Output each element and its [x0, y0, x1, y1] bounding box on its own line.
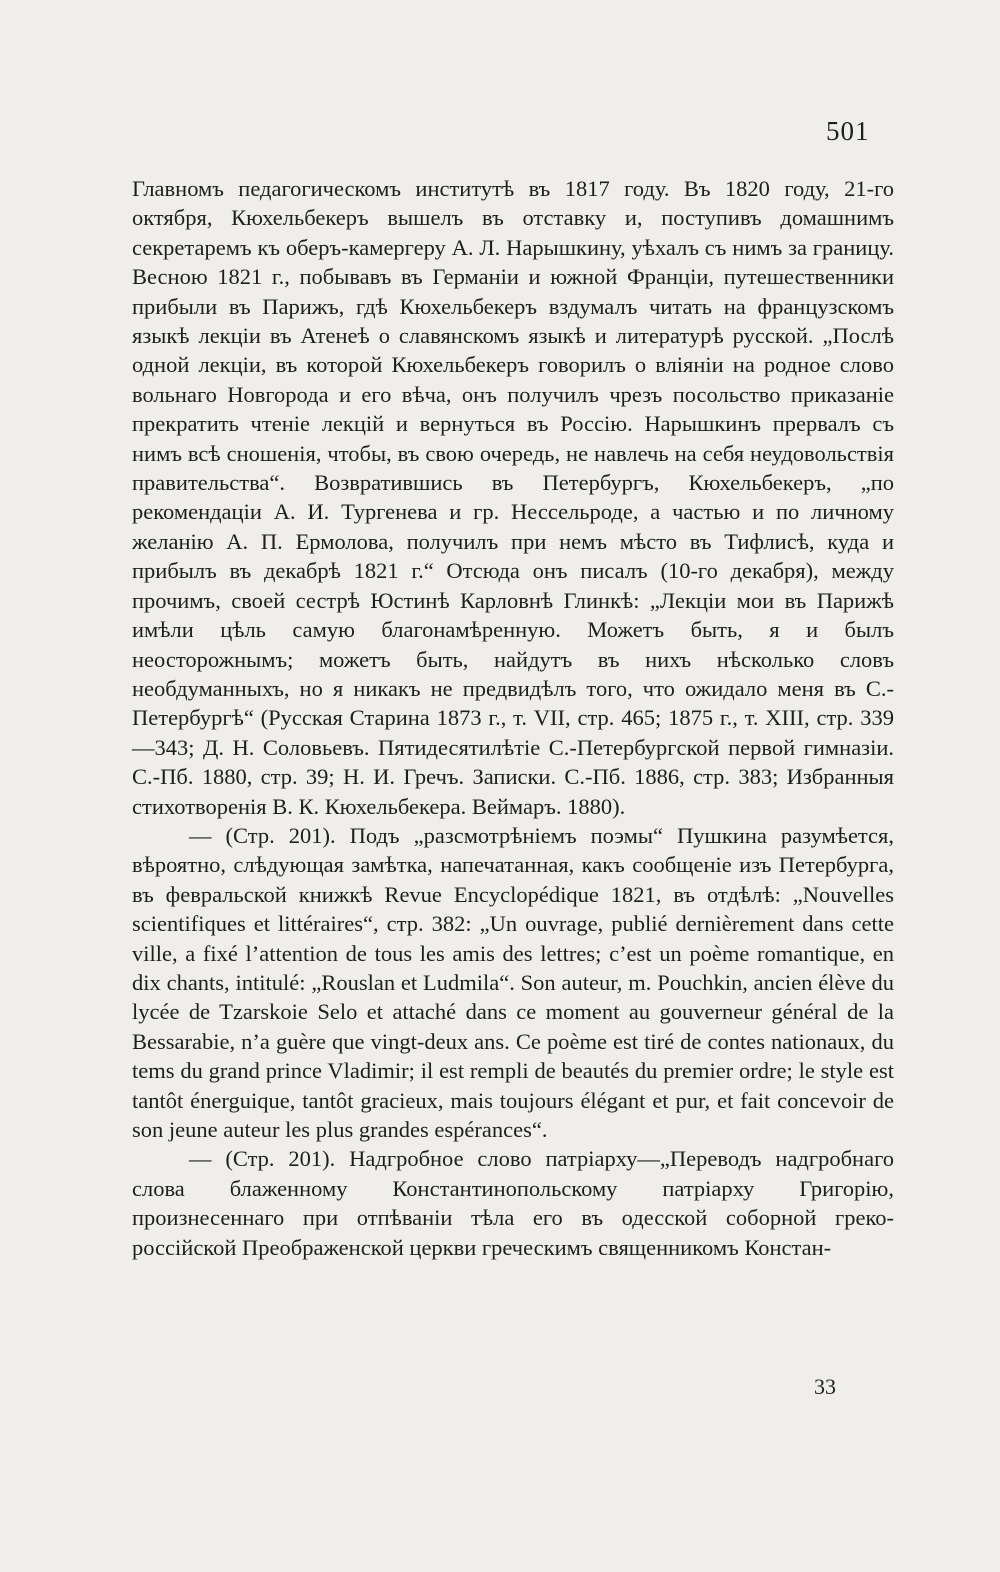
body-text	[132, 174, 894, 1262]
paragraph-kuchelbecker-biography: Главномъ педагогическомъ институтѣ въ 1817 году. Въ 1820 году, 21-го октября, Кюхельбекеръ вышелъ въ отставку и, поступивъ домашнимъ секретаремъ къ оберъ-камергеру А. Л. Нарышкину, уѣхалъ съ нимъ за границу. Весною 1821 г., побывавъ въ Германіи и южной Франціи, путешественники прибыли въ Парижъ, гдѣ Кюхельбекеръ вздумалъ читать на французскомъ языкѣ лекціи въ Атенеѣ о славянскомъ языкѣ и литературѣ русской. „Послѣ одной лекціи, въ которой Кюхельбекеръ говорилъ о вліяніи на родное слово вольнаго Новгорода и его вѣча, онъ получилъ чрезъ посольство приказаніе прекратить чтеніе лекцій и вернуться въ Россію. Нарышкинъ прервалъ съ нимъ всѣ сношенія, чтобы, въ свою очередь, не навлечь на себя неудовольствія правительства“. Возвратившись въ Петербургъ, Кюхельбекеръ, „по рекомендаціи А. И. Тургенева и гр. Нессельроде, а частью и по личному желанію А. П. Ермолова, получилъ при немъ мѣсто въ Тифлисѣ, куда и прибылъ въ декабрѣ 1821 г.“ Отсюда онъ писалъ (10-го декабря), между прочимъ, своей сестрѣ Юстинѣ Карловнѣ Глинкѣ: „Лекціи мои въ Парижѣ имѣли цѣль самую благонамѣренную. Можетъ быть, я и былъ неосторожнымъ; можетъ быть, найдутъ въ нихъ нѣсколько словъ необдуманныхъ, но я никакъ не предвидѣлъ того, что ожидало меня въ С.-Петербургѣ“ (Русская Старина 1873 г., т. VII, стр. 465; 1875 г., т. XIII, стр. 339—343; Д. Н. Соловьевъ. Пятидесятилѣтіе С.-Петербургской первой гимназіи. С.-Пб. 1880, стр. 39; Н. И. Гречъ. Записки. С.-Пб. 1886, стр. 383; Избранныя стихотворенія В. К. Кюхельбекера. Веймаръ. 1880).	[132, 176, 894, 819]
page-number: 501	[826, 116, 870, 146]
signature-mark: 33	[814, 1374, 836, 1399]
paragraph-funeral-oration: — (Стр. 201). Надгробное слово патріарху—„Переводъ надгробнаго слова блаженному Константинопольскому патріарху Григорію, произнесеннаго при отпѣваніи тѣла его въ одесской соборной греко-россійской Преображенской церкви греческимъ священникомъ Констан-	[132, 1146, 894, 1260]
paragraph-ruslan-review: — (Стр. 201). Подъ „разсмотрѣніемъ поэмы“ Пушкина разумѣется, вѣроятно, слѣдующая замѣтка, напечатанная, какъ сообщеніе изъ Петербурга, въ февральской книжкѣ Revue Encyclopédique 1821, въ отдѣлѣ: „Nouvelles scientifiques et littéraires“, стр. 382: „Un ouvrage, publié dernièrement dans cette ville, a fixé l’attention de tous les amis des lettres; c’est un poème romantique, en dix chants, intitulé: „Rouslan et Ludmila“. Son auteur, m. Pouchkin, ancien élève du lycée de Tzarskoie Selo et attaché dans ce moment au gouverneur général de la Bessarabie, n’a guère que vingt-deux ans. Ce poème est tiré de contes nationaux, du tems du grand prince Vladimir; il est rempli de beautés du premier ordre; le style est tantôt énerguique, tantôt gracieux, mais toujours élégant et pur, et fait concevoir de son jeune auteur les plus grandes espérances“.	[132, 822, 894, 1142]
